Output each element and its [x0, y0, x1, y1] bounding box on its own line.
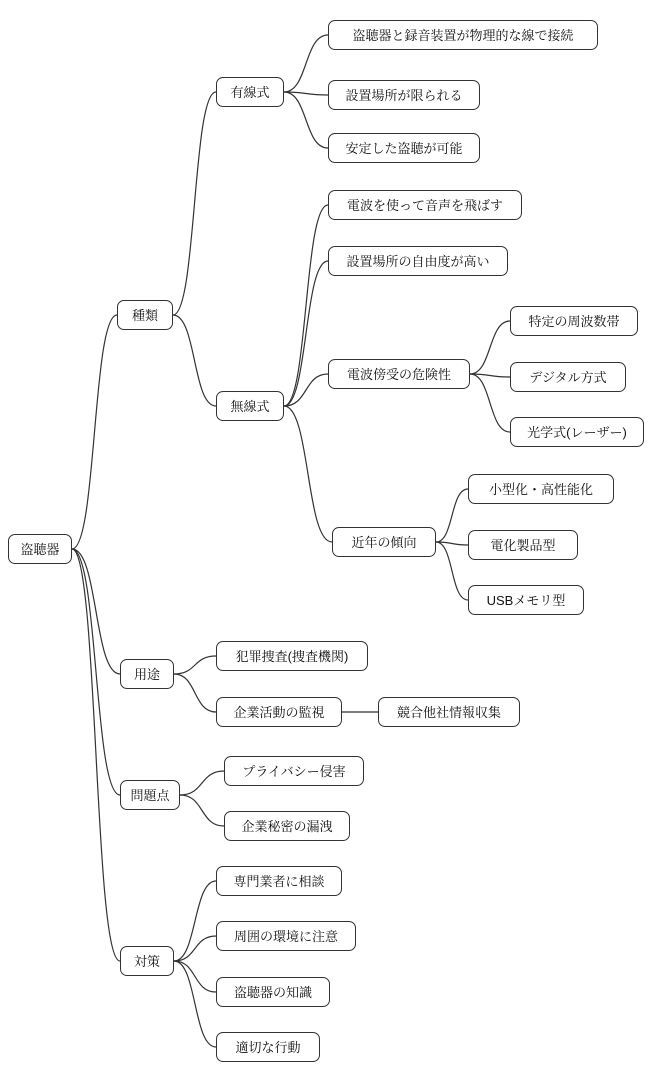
- mindmap-edge: [72, 549, 120, 961]
- mindmap-root-node[interactable]: 盗聴器: [8, 534, 72, 564]
- mindmap-edge: [436, 489, 468, 542]
- mindmap-node[interactable]: 企業秘密の漏洩: [224, 811, 350, 841]
- mindmap-node[interactable]: USBメモリ型: [468, 585, 584, 615]
- mindmap-node[interactable]: 犯罪捜査(捜査機関): [216, 641, 368, 671]
- mindmap-edge: [284, 205, 328, 406]
- mindmap-node[interactable]: 専門業者に相談: [216, 866, 342, 896]
- mindmap-node[interactable]: 電波を使って音声を飛ばす: [328, 190, 522, 220]
- mindmap-edge: [174, 961, 216, 1047]
- mindmap-edge: [470, 321, 510, 374]
- mindmap-node[interactable]: 周囲の環境に注意: [216, 921, 356, 951]
- mindmap-edge: [173, 315, 216, 406]
- mindmap-edge: [180, 795, 224, 826]
- mindmap-edge: [173, 92, 216, 315]
- mindmap-edge: [284, 92, 328, 95]
- mindmap-edge: [436, 542, 468, 600]
- mindmap-node[interactable]: 設置場所の自由度が高い: [328, 246, 508, 276]
- mindmap-node[interactable]: 種類: [117, 300, 173, 330]
- mindmap-node[interactable]: 企業活動の監視: [216, 697, 342, 727]
- mindmap-edge: [284, 406, 332, 542]
- mindmap-node[interactable]: プライバシー侵害: [224, 756, 364, 786]
- mindmap-node[interactable]: 光学式(レーザー): [510, 417, 644, 447]
- mindmap-edge: [284, 374, 328, 406]
- mindmap-node[interactable]: 盗聴器の知識: [216, 977, 330, 1007]
- mindmap-edge: [284, 261, 328, 406]
- mindmap-node[interactable]: 適切な行動: [216, 1032, 320, 1062]
- mindmap-node[interactable]: 問題点: [120, 780, 180, 810]
- mindmap-edge: [174, 936, 216, 961]
- mindmap-node[interactable]: 無線式: [216, 391, 284, 421]
- mindmap-edge: [72, 549, 120, 674]
- mindmap-node[interactable]: 特定の周波数帯: [510, 306, 638, 336]
- mindmap-node[interactable]: 用途: [120, 659, 174, 689]
- mindmap-edge: [470, 374, 510, 432]
- mindmap-node[interactable]: デジタル方式: [510, 362, 626, 392]
- mindmap-node[interactable]: 盗聴器と録音装置が物理的な線で接続: [328, 20, 598, 50]
- mindmap-node[interactable]: 電化製品型: [468, 530, 578, 560]
- mindmap-edge: [174, 674, 216, 712]
- mindmap-node[interactable]: 近年の傾向: [332, 527, 436, 557]
- mindmap-edge: [174, 961, 216, 992]
- mindmap-edge: [174, 656, 216, 674]
- mindmap-node[interactable]: 設置場所が限られる: [328, 80, 480, 110]
- mindmap-edge: [470, 374, 510, 377]
- mindmap-node[interactable]: 対策: [120, 946, 174, 976]
- mindmap-edge: [72, 315, 117, 549]
- mindmap-node[interactable]: 電波傍受の危険性: [328, 359, 470, 389]
- mindmap-edge: [72, 549, 120, 795]
- mindmap-node[interactable]: 安定した盗聴が可能: [328, 133, 480, 163]
- mindmap-edge: [284, 35, 328, 92]
- mindmap-node[interactable]: 小型化・高性能化: [468, 474, 614, 504]
- mindmap-edge: [284, 92, 328, 148]
- mindmap-edge: [174, 881, 216, 961]
- mindmap-edge: [436, 542, 468, 545]
- mindmap-edge: [180, 771, 224, 795]
- mindmap-node[interactable]: 有線式: [216, 77, 284, 107]
- mindmap-node[interactable]: 競合他社情報収集: [378, 697, 520, 727]
